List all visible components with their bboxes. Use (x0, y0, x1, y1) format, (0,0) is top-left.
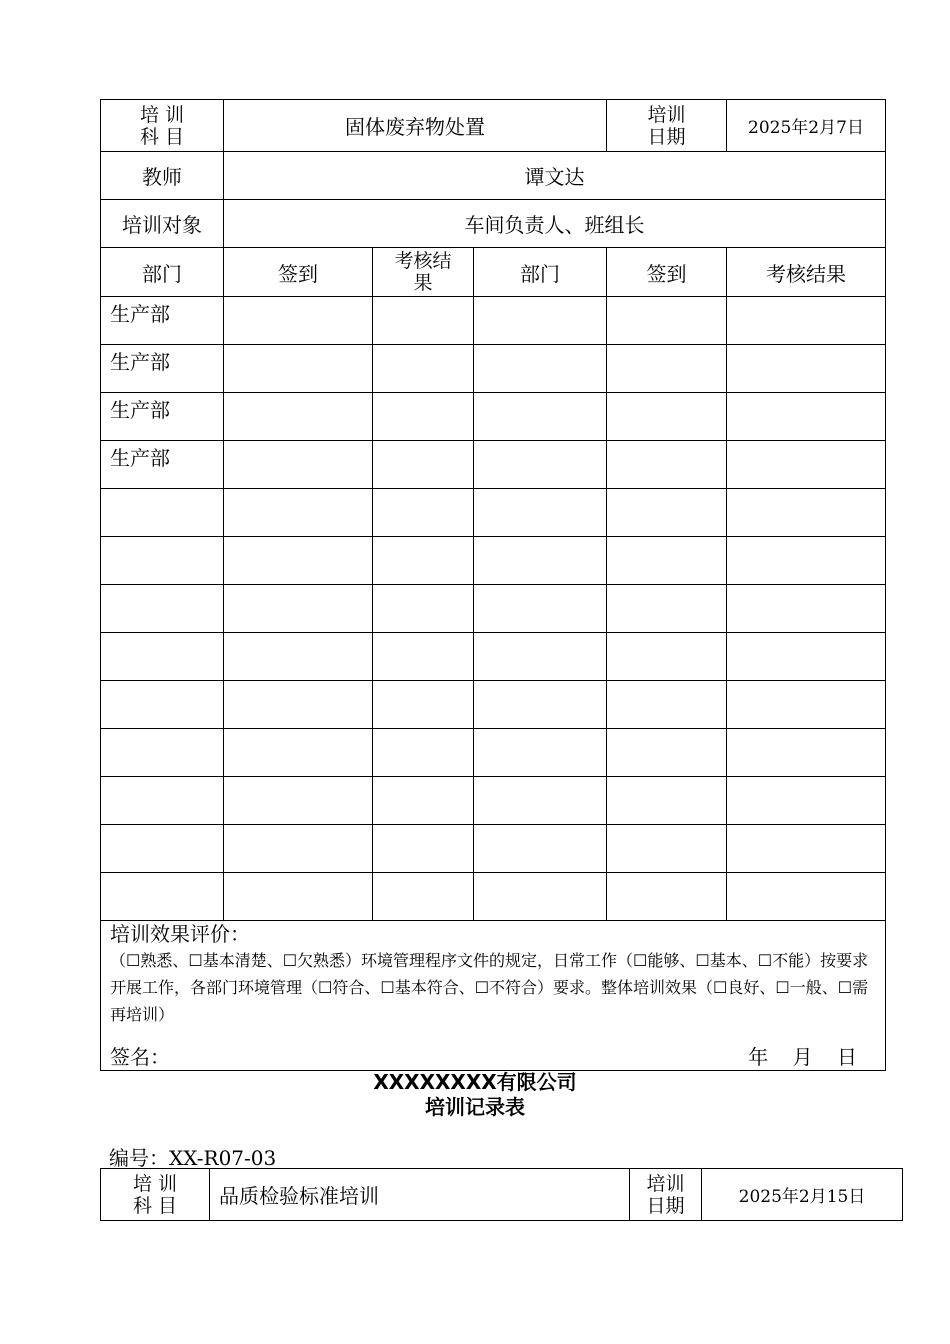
empty-cell (727, 585, 886, 633)
empty-cell (224, 777, 373, 825)
empty-cell (373, 873, 474, 921)
empty-cell (373, 585, 474, 633)
empty-cell (727, 537, 886, 585)
evaluation-title: 培训效果评价： (110, 922, 250, 946)
date-label: 培训 日期 (630, 1169, 702, 1221)
table-row (101, 393, 886, 441)
empty-cell (373, 681, 474, 729)
empty-cell (474, 825, 607, 873)
empty-cell (224, 633, 373, 681)
empty-cell (607, 297, 727, 345)
column-header: 签到 (607, 248, 727, 297)
empty-cell (373, 729, 474, 777)
empty-cell (373, 825, 474, 873)
dept-cell (101, 729, 224, 777)
signature-label: 签名： (110, 1045, 170, 1069)
subject-label: 培 训 科 目 (101, 100, 224, 152)
subject-label: 培 训 科 目 (101, 1169, 210, 1221)
empty-cell (373, 489, 474, 537)
empty-cell (224, 345, 373, 393)
table-row (101, 633, 886, 681)
empty-cell (224, 489, 373, 537)
empty-cell (474, 297, 607, 345)
empty-cell (727, 441, 886, 489)
date-value: 2025年2月7日 (727, 100, 886, 152)
column-header: 签到 (224, 248, 373, 297)
dept-cell: 生产部 (101, 441, 224, 489)
column-header: 考核结 果 (373, 248, 474, 297)
empty-cell (727, 489, 886, 537)
dept-cell: 生产部 (101, 345, 224, 393)
empty-cell (607, 585, 727, 633)
company-name: XXXXXXXX有限公司 (373, 1070, 577, 1094)
table-row (101, 825, 886, 873)
empty-cell (373, 633, 474, 681)
column-header: 部门 (474, 248, 607, 297)
table-row (101, 729, 886, 777)
table-row (101, 441, 886, 489)
date-label: 培训 日期 (607, 100, 727, 152)
table-row (101, 489, 886, 537)
empty-cell (727, 825, 886, 873)
empty-cell (607, 681, 727, 729)
dept-cell (101, 585, 224, 633)
empty-cell (224, 297, 373, 345)
empty-cell (474, 777, 607, 825)
empty-cell (607, 825, 727, 873)
date-value: 2025年2月15日 (702, 1169, 903, 1221)
form-code: 编号：XX-R07-03 (109, 1146, 277, 1170)
column-header: 考核结果 (727, 248, 886, 297)
dept-cell (101, 825, 224, 873)
empty-cell (373, 297, 474, 345)
empty-cell (607, 345, 727, 393)
empty-cell (607, 393, 727, 441)
column-header: 部门 (101, 248, 224, 297)
empty-cell (607, 873, 727, 921)
signature-date: 年 月 日 (748, 1045, 857, 1069)
empty-cell (607, 633, 727, 681)
empty-cell (727, 393, 886, 441)
table-row (101, 585, 886, 633)
empty-cell (373, 777, 474, 825)
table-row (101, 537, 886, 585)
empty-cell (607, 489, 727, 537)
evaluation-section (101, 921, 886, 1071)
table-row (101, 777, 886, 825)
dept-cell (101, 489, 224, 537)
empty-cell (474, 393, 607, 441)
dept-cell (101, 681, 224, 729)
dept-cell (101, 873, 224, 921)
training-record-table-2 (100, 1168, 903, 1221)
table-row (101, 681, 886, 729)
empty-cell (474, 345, 607, 393)
empty-cell (224, 393, 373, 441)
empty-cell (474, 585, 607, 633)
table-row (101, 345, 886, 393)
dept-cell: 生产部 (101, 297, 224, 345)
empty-cell (373, 345, 474, 393)
evaluation-text: （☐熟悉、☐基本清楚、☐欠熟悉）环境管理程序文件的规定，日常工作（☐能够、☐基本、☐不能）按要求开展工作，各部门环境管理（☐符合、☐基本符合、☐不符合）要求。整体培训效果（☐良好、☐一般、☐需再培训） (110, 951, 869, 1024)
empty-cell (474, 537, 607, 585)
empty-cell (224, 873, 373, 921)
dept-cell: 生产部 (101, 393, 224, 441)
empty-cell (727, 633, 886, 681)
empty-cell (224, 681, 373, 729)
empty-cell (607, 441, 727, 489)
form-title: 培训记录表 (425, 1095, 525, 1119)
dept-cell (101, 777, 224, 825)
empty-cell (373, 393, 474, 441)
empty-cell (474, 441, 607, 489)
empty-cell (474, 489, 607, 537)
empty-cell (727, 873, 886, 921)
empty-cell (224, 441, 373, 489)
empty-cell (373, 537, 474, 585)
empty-cell (607, 729, 727, 777)
empty-cell (727, 345, 886, 393)
empty-cell (727, 729, 886, 777)
empty-cell (607, 777, 727, 825)
table-row (101, 297, 886, 345)
table-row (101, 873, 886, 921)
empty-cell (474, 681, 607, 729)
teacher-label: 教师 (101, 152, 224, 200)
target-value: 车间负责人、班组长 (224, 200, 886, 248)
dept-cell (101, 633, 224, 681)
empty-cell (727, 681, 886, 729)
subject-value: 固体废弃物处置 (224, 100, 607, 152)
empty-cell (727, 777, 886, 825)
target-label: 培训对象 (101, 200, 224, 248)
empty-cell (224, 825, 373, 873)
empty-cell (474, 873, 607, 921)
teacher-value: 谭文达 (224, 152, 886, 200)
dept-cell (101, 537, 224, 585)
empty-cell (373, 441, 474, 489)
empty-cell (607, 537, 727, 585)
empty-cell (727, 297, 886, 345)
empty-cell (224, 585, 373, 633)
empty-cell (224, 729, 373, 777)
empty-cell (224, 537, 373, 585)
empty-cell (474, 729, 607, 777)
empty-cell (474, 633, 607, 681)
subject-value: 品质检验标准培训 (210, 1169, 630, 1221)
training-record-table (100, 99, 886, 1071)
